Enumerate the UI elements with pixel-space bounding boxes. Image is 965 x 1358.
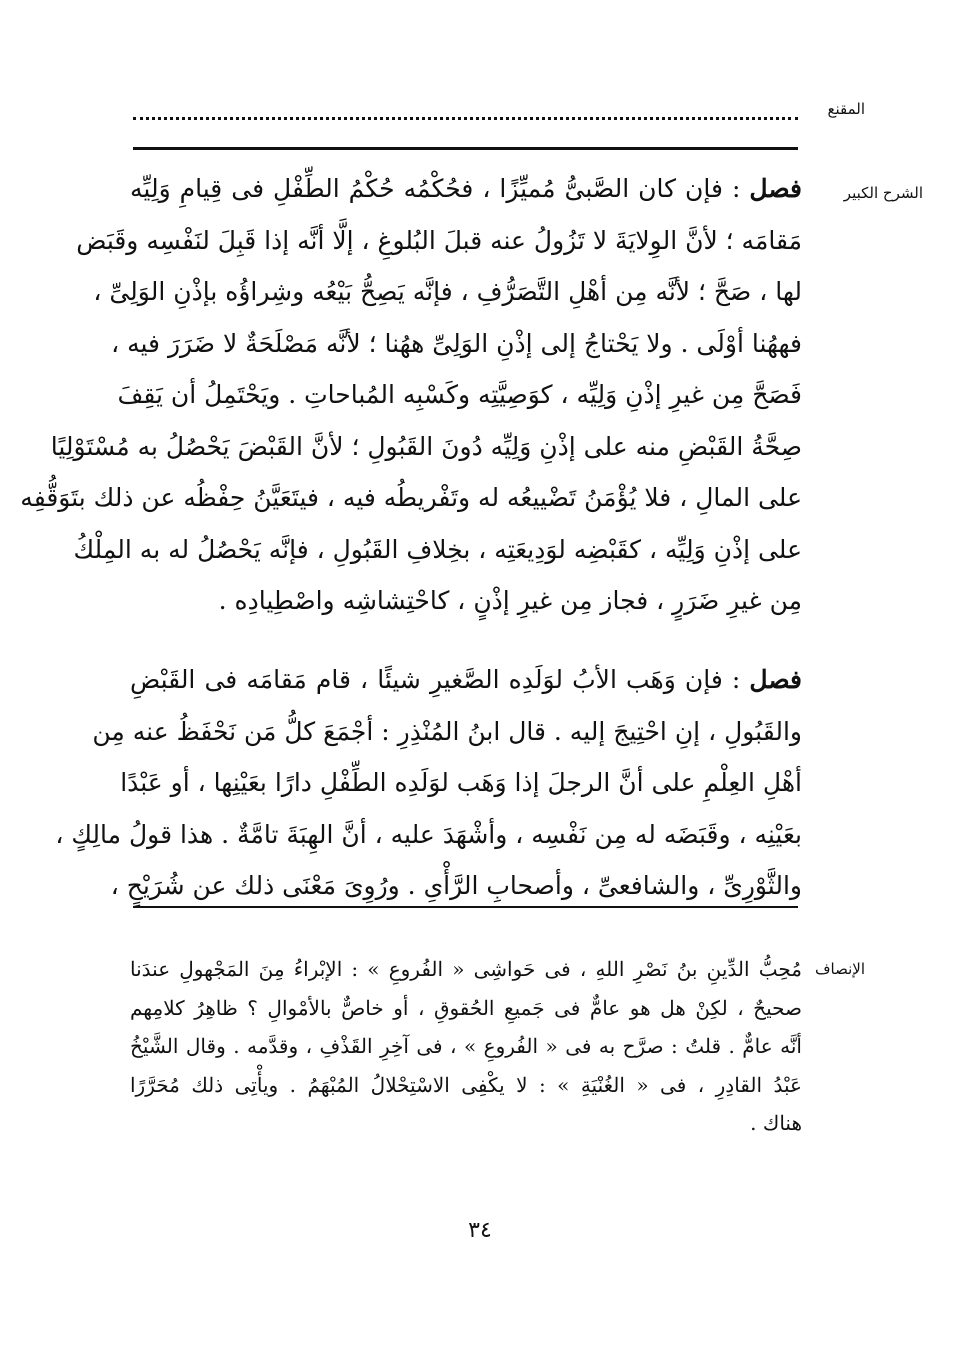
para1-line-4: فههُنا أوْلَى . ولا يَحْتاجُ إلى إذْنِ الوَلِىِّ ههُنا ؛ لأنَّه مَصْلَحَةٌ لا ضَرَرَ فيه ، — [111, 328, 802, 358]
sharh-margin-label: الشرح الكبير — [843, 184, 923, 202]
para1-line-2: مَقامَه ؛ لأنَّ الوِلايَةَ لا تَزُولُ عنه قبلَ البُلوغِ ، إلَّا أنَّه إذا قَبِلَ لنَفْسِه وقَبَض — [76, 225, 802, 255]
insaf-line-4: عَبْدُ القادِرِ ، فى « الغُنْيَةِ » : لا يكْفِى الاسْتِحْلالُ المُبْهَمُ . ويأْتِى ذلك مُحَرَّرًا — [130, 1072, 802, 1097]
page-number: ٣٤ — [468, 1218, 492, 1243]
insaf-margin-label: الإنصاف — [814, 960, 865, 978]
para1-lead: فصل — [749, 174, 802, 203]
para2-lead: فصل — [749, 665, 802, 694]
main-paragraph-1 — [20, 163, 802, 627]
para2-line-1-text: : فإن وَهَب الأبُ لوَلَدِه الصَّغيرِ شيئًا ، قام مَقامَه فى القَبْضِ — [130, 665, 750, 694]
para1-line-1 — [130, 163, 802, 215]
main-paragraph-2 — [55, 654, 802, 912]
para1-line-5: فَصَحَّ مِن غيرِ إذْنِ وَلِيِّه ، كوَصِيَّتِه وكَسْبِه المُباحاتِ . ويَحْتَمِلُ أن يَقِفَ — [117, 380, 802, 409]
insaf-line-2: صحيحٌ ، لكِنْ هل هو عامٌّ فى جَميعِ الحُقوقِ ، أو خاصٌّ بالأمْوالِ ؟ ظاهِرُ كلامِهم — [130, 995, 802, 1020]
para1-line-9: مِن غيرِ ضَرَرٍ ، فجاز مِن غيرِ إذْنٍ ، كاحْتِشاشِه واصْطِيادِه . — [218, 586, 802, 615]
para2-line-2: والقَبُولِ ، إنِ احْتِيجَ إليه . قال ابنُ المُنْذِرِ : أجْمَعَ كلُّ مَن نَحْفَظُ عنه مِن — [92, 716, 802, 746]
para2-line-4: بعَيْنِه ، وقَبَضَه له مِن نَفْسِه ، وأشْهَدَ عليه ، أنَّ الهِبَةَ تامَّةٌ . هذا قولُ مالِكٍ ، — [55, 819, 802, 849]
insaf-block — [130, 950, 802, 1143]
para2-line-3: أهْلِ العِلْمِ على أنَّ الرجلَ إذا وَهَب لوَلَدِه الطِّفْلِ دارًا بعَيْنِها ، أو عَبْدًا — [120, 768, 802, 797]
para1-line-7: على المالِ ، فلا يُؤْمَنُ تَضْييعُه له وتَفْريطُه فيه ، فيتَعَيَّنُ حِفْظُه عن ذلك بتَوَقُّفِه — [20, 483, 802, 512]
insaf-line-1: مُحِبُّ الدِّينِ بنُ نَصْرِ اللهِ ، فى حَواشِى « الفُروعِ » : الإبْراءُ مِنَ المَجْهولِ عندَنا — [130, 957, 802, 981]
insaf-line-3: أنَّه عامٌّ . قلتُ : صرَّح به فى « الفُروعِ » ، فى آخِرِ القَذْفِ ، وقدَّمه . وقال الشَّيْخُ — [130, 1034, 802, 1058]
section-divider — [133, 906, 798, 908]
para2-line-1 — [130, 654, 802, 706]
para1-line-3: لها ، صَحَّ ؛ لأنَّه مِن أهْلِ التَّصَرُّفِ ، فإنَّه يَصِحُّ بَيْعُه وشِراؤُه بإذْنِ الوَلِىِّ ، — [93, 277, 802, 306]
para2-line-5: والثَّوْرِىِّ ، والشافعىِّ ، وأصحابِ الرَّأْىِ . ورُوِىَ مَعْنَى ذلك عن شُرَيْحٍ ، — [110, 871, 802, 900]
header-dotted-rule — [133, 117, 798, 120]
running-head: المقنع — [827, 100, 865, 118]
header-solid-rule — [133, 147, 798, 150]
para1-line-6: صِحَّةُ القَبْضِ منه على إذْنِ وَلِيِّه دُونَ القَبُولِ ؛ لأنَّ القَبْضَ يَحْصُلُ به مُسْتَوْلِيًا — [50, 431, 802, 461]
para1-line-8: على إذْنِ وَلِيِّه ، كقَبْضِه لوَدِيعَتِه ، بخِلافِ القَبُولِ ، فإنَّه يَحْصُلُ له به المِلْكُ — [73, 534, 802, 564]
insaf-line-5: هناك . — [750, 1111, 802, 1135]
para1-line-1-text: : فإن كان الصَّبىُّ مُميِّزًا ، فحُكْمُه حُكْمُ الطِّفْلِ فى قِيامِ وَلِيِّه — [130, 174, 750, 203]
